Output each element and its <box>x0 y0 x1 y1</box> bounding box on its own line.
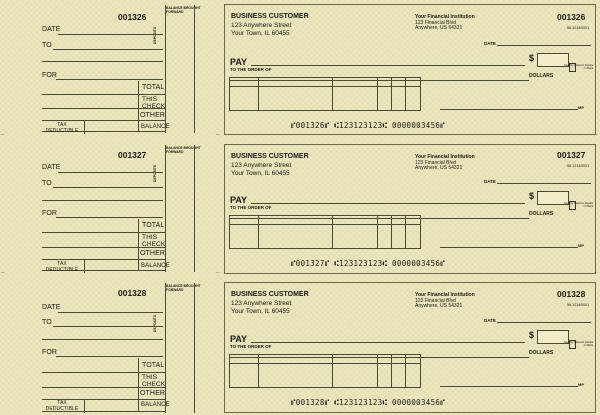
stub-to-line2 <box>42 61 163 62</box>
micr-line: ⑈001328⑈ ⑆123123123⑆ 0000003456⑈ <box>291 398 446 407</box>
to-order-label: TO THE ORDER OF <box>230 205 272 210</box>
grid-line <box>42 232 165 233</box>
stub-check-number: 001327 <box>118 150 147 160</box>
grid-line <box>42 372 165 373</box>
fraction-code: 56-1234/0001 <box>567 164 590 168</box>
table-cell <box>332 86 378 111</box>
date-line <box>497 183 591 184</box>
stub-divider <box>165 5 166 133</box>
stub-to-line2 <box>42 339 163 340</box>
payee-line <box>251 203 525 204</box>
security-features-text: Security Features Details on Back <box>564 341 593 347</box>
table-cell <box>258 86 333 111</box>
table-cell <box>391 224 406 249</box>
stub-to-label: TO <box>42 42 52 49</box>
total-label: TOTAL <box>142 362 165 369</box>
signature-line <box>440 247 578 248</box>
pay-label: PAY <box>230 195 248 205</box>
stub-date-line <box>58 172 163 173</box>
perforation-mark: – <box>1 132 5 138</box>
customer-address-2: Your Town, IL 60455 <box>231 308 290 315</box>
fraction-code: 56-1234/0001 <box>567 26 590 30</box>
table-cell <box>405 224 421 249</box>
grid-line <box>84 399 85 413</box>
date-label: DATE <box>484 179 496 184</box>
stub-for-label: FOR <box>42 349 58 356</box>
check-body <box>224 144 596 274</box>
table-cell <box>229 86 259 111</box>
dollars-label: DOLLARS <box>529 211 554 217</box>
balance-label: BALANCE <box>141 263 170 269</box>
security-features-text: Security Features Details on Back <box>564 64 593 70</box>
check-number: 001328 <box>557 289 586 299</box>
memo-table <box>229 77 424 111</box>
bank-name: Your Financial Institution <box>415 154 475 160</box>
table-cell <box>258 224 333 249</box>
balance-label: BALANCE <box>141 124 170 130</box>
customer-address-2: Your Town, IL 60455 <box>231 170 290 177</box>
deposits-label: DEPOSITS <box>153 164 157 182</box>
check-sheet-3 <box>0 278 600 415</box>
signature-line <box>440 109 578 110</box>
check-number: 001326 <box>557 12 586 22</box>
payee-line <box>251 342 525 343</box>
customer-address-1: 123 Anywhere Street <box>231 300 292 307</box>
grid-line <box>138 219 139 270</box>
table-cell <box>229 224 259 249</box>
dollars-label: DOLLARS <box>529 350 554 356</box>
signature-line <box>440 386 578 387</box>
stub-for-line <box>56 217 163 218</box>
pay-label: PAY <box>230 57 248 67</box>
balance-brought-forward-label: BALANCE BROUGHT FORWARD <box>166 146 201 154</box>
date-line <box>497 45 591 46</box>
table-cell <box>258 363 333 388</box>
memo-table <box>229 354 424 388</box>
fraction-code: 56-1234/0001 <box>567 303 590 307</box>
table-cell <box>377 363 392 388</box>
tax-deductible-label: TAX DEDUCTIBLE <box>45 261 79 273</box>
grid-line <box>138 358 139 411</box>
customer-address-1: 123 Anywhere Street <box>231 22 292 29</box>
date-line <box>497 322 591 323</box>
stub-check-number: 001326 <box>118 12 147 22</box>
to-order-label: TO THE ORDER OF <box>230 67 272 72</box>
grid-line <box>42 94 165 95</box>
stub-to-line <box>53 187 163 188</box>
stub <box>0 0 213 138</box>
customer-address-1: 123 Anywhere Street <box>231 162 292 169</box>
this-check-label: THIS CHECK <box>142 374 166 388</box>
stub-divider <box>165 145 166 272</box>
bank-address-1: 123 Financial Blvd <box>415 298 456 304</box>
grid-line <box>84 120 85 134</box>
stub <box>0 140 213 276</box>
date-label: DATE <box>484 41 496 46</box>
stub-to-label: TO <box>42 319 52 326</box>
stub-date-line <box>58 34 163 35</box>
stub-divider <box>194 5 195 133</box>
to-order-label: TO THE ORDER OF <box>230 344 272 349</box>
check-body <box>224 4 596 135</box>
customer-name: BUSINESS CUSTOMER <box>231 291 309 298</box>
bank-name: Your Financial Institution <box>415 292 475 298</box>
micr-line: ⑈001327⑈ ⑆123123123⑆ 0000003456⑈ <box>291 259 446 268</box>
bank-address-2: Anywhere, US 54321 <box>415 165 463 171</box>
tax-deductible-label: TAX DEDUCTIBLE <box>45 400 79 412</box>
stub-for-label: FOR <box>42 210 58 217</box>
stub-date-label: DATE <box>42 164 61 171</box>
grid-line <box>42 120 165 121</box>
customer-address-2: Your Town, IL 60455 <box>231 30 290 37</box>
perforation-mark: – <box>594 132 598 138</box>
check-number: 001327 <box>557 150 586 160</box>
stub-for-line <box>56 79 163 80</box>
mp-label: MP <box>578 243 584 248</box>
memo-table <box>229 215 424 249</box>
deposits-label: DEPOSITS <box>153 26 157 44</box>
this-check-label: THIS CHECK <box>142 96 166 110</box>
tax-deductible-label: TAX DEDUCTIBLE <box>45 122 79 134</box>
table-cell <box>391 363 406 388</box>
dollar-sign: $ <box>529 53 535 63</box>
table-cell <box>391 86 406 111</box>
stub-to-label: TO <box>42 180 52 187</box>
grid-line <box>42 259 165 260</box>
other-label: OTHER <box>140 250 165 257</box>
dollar-sign: $ <box>529 330 535 340</box>
stub <box>0 278 213 415</box>
check-body <box>224 282 596 413</box>
perforation-mark: – <box>594 270 598 276</box>
table-cell <box>229 363 259 388</box>
stub-to-line <box>53 326 163 327</box>
stub-to-line <box>53 49 163 50</box>
bank-name: Your Financial Institution <box>415 14 475 20</box>
security-features-text: Security Features Details on Back <box>564 202 593 208</box>
date-label: DATE <box>484 318 496 323</box>
bank-address-1: 123 Financial Blvd <box>415 20 456 26</box>
table-cell <box>377 86 392 111</box>
this-check-label: THIS CHECK <box>142 234 166 248</box>
table-cell <box>405 86 421 111</box>
perforation-mark: – <box>216 132 220 138</box>
other-label: OTHER <box>140 112 165 119</box>
stub-date-label: DATE <box>42 304 61 311</box>
grid-line <box>84 259 85 273</box>
perforation-mark: – <box>216 270 220 276</box>
perforation-mark: – <box>1 270 5 276</box>
dollars-label: DOLLARS <box>529 73 554 79</box>
balance-brought-forward-label: BALANCE BROUGHT FORWARD <box>166 6 201 14</box>
total-label: TOTAL <box>142 222 165 229</box>
stub-divider <box>194 145 195 272</box>
stub-date-line <box>58 312 163 313</box>
customer-name: BUSINESS CUSTOMER <box>231 13 309 20</box>
check-sheet-2 <box>0 140 600 276</box>
stub-date-label: DATE <box>42 26 61 33</box>
mp-label: MP <box>578 382 584 387</box>
payee-line <box>251 65 525 66</box>
check-sheet-1 <box>0 0 600 138</box>
bank-address-2: Anywhere, US 54321 <box>415 303 463 309</box>
table-cell <box>332 224 378 249</box>
micr-line: ⑈001326⑈ ⑆123123123⑆ 0000003456⑈ <box>291 121 446 130</box>
table-cell <box>377 224 392 249</box>
stub-check-number: 001328 <box>118 288 147 298</box>
customer-name: BUSINESS CUSTOMER <box>231 153 309 160</box>
bank-address-2: Anywhere, US 54321 <box>415 25 463 31</box>
table-cell <box>332 363 378 388</box>
stub-for-line <box>56 356 163 357</box>
other-label: OTHER <box>140 390 165 397</box>
pay-label: PAY <box>230 334 248 344</box>
balance-brought-forward-label: BALANCE BROUGHT FORWARD <box>166 284 201 292</box>
stub-to-line2 <box>42 200 163 201</box>
total-label: TOTAL <box>142 84 165 91</box>
stub-for-label: FOR <box>42 72 58 79</box>
mp-label: MP <box>578 105 584 110</box>
grid-line <box>138 81 139 131</box>
balance-label: BALANCE <box>141 402 170 408</box>
table-cell <box>405 363 421 388</box>
stub-divider <box>165 283 166 413</box>
bank-address-1: 123 Financial Blvd <box>415 160 456 166</box>
dollar-sign: $ <box>529 191 535 201</box>
deposits-label: DEPOSITS <box>153 314 157 332</box>
stub-divider <box>194 283 195 413</box>
